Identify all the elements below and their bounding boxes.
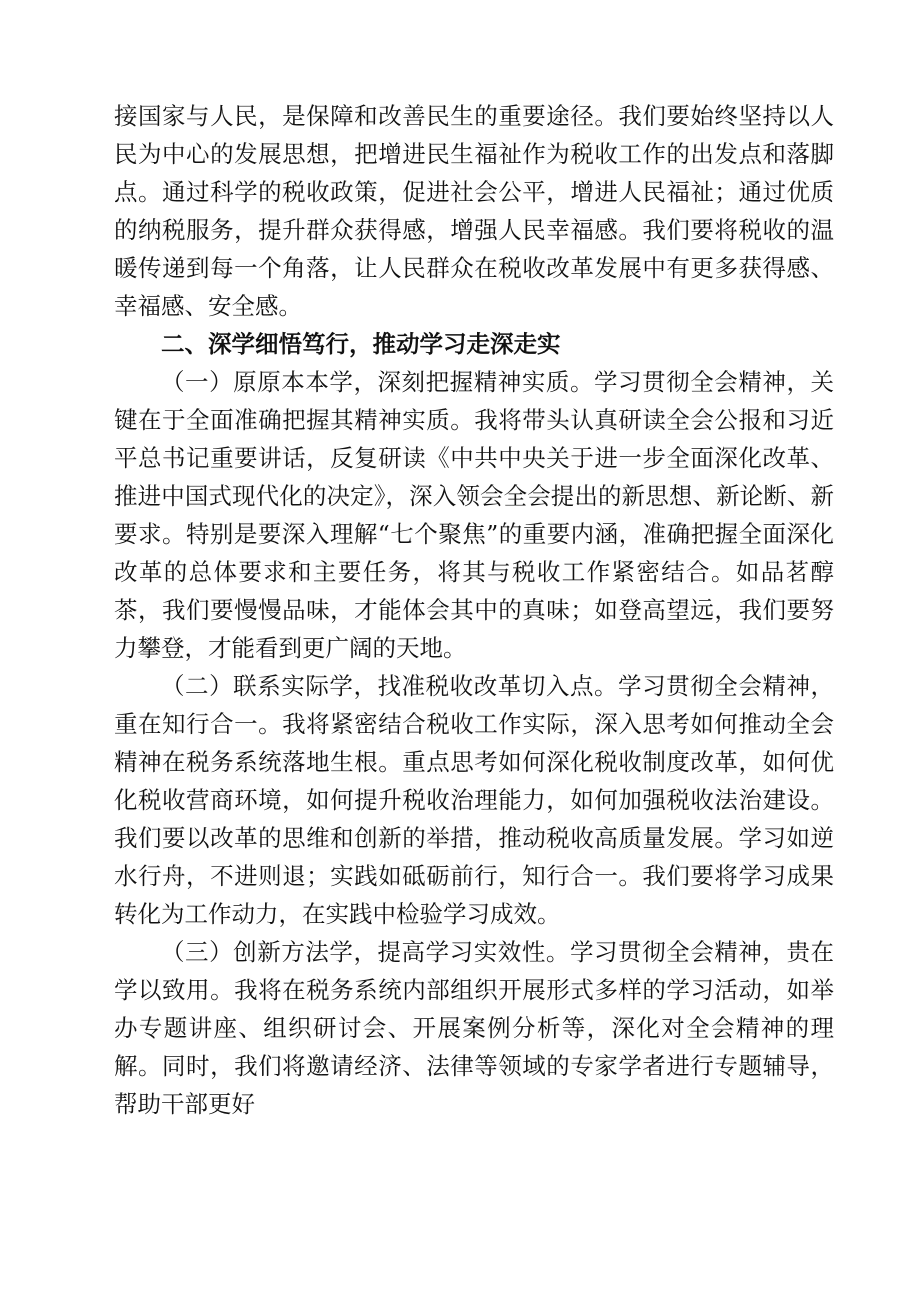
section-heading: 二、深学细悟笃行，推动学习走深走实	[161, 330, 561, 358]
paragraph-3: （三）创新方法学，提高学习实效性。学习贯彻全会精神，贵在学以致用。我将在税务系统内部组织开展形式多样的学习活动，如举办专题讲座、组织研讨会、开展案例分析等，深化对全会精神的理解。同时，我们将邀请经济、法律等领域的专家学者进行专题辅导，帮助干部更好	[114, 938, 834, 1118]
paragraph-continuation: 接国家与人民，是保障和改善民生的重要途径。我们要始终坚持以人民为中心的发展思想，把增进民生福祉作为税收工作的出发点和落脚点。通过科学的税收政策，促进社会公平，增进人民福祉；通过优质的纳税服务，提升群众获得感，增强人民幸福感。我们要将税收的温暖传递到每一个角落，让人民群众在税收改革发展中有更多获得感、幸福感、安全感。	[114, 102, 834, 320]
document-body	[114, 97, 834, 1123]
paragraph-2: （二）联系实际学，找准税收改革切入点。学习贯彻全会精神，重在知行合一。我将紧密结合税收工作实际，深入思考如何推动全会精神在税务系统落地生根。重点思考如何深化税收制度改革，如何优化税收营商环境，如何提升税收治理能力，如何加强税收法治建设。我们要以改革的思维和创新的举措，推动税收高质量发展。学习如逆水行舟，不进则退；实践如砥砺前行，知行合一。我们要将学习成果转化为工作动力，在实践中检验学习成效。	[114, 672, 834, 928]
paragraph-1: （一）原原本本学，深刻把握精神实质。学习贯彻全会精神，关键在于全面准确把握其精神实质。我将带头认真研读全会公报和习近平总书记重要讲话，反复研读《中共中央关于进一步全面深化改革、推进中国式现代化的决定》，深入领会全会提出的新思想、新论断、新要求。特别是要深入理解“七个聚焦”的重要内涵，准确把握全面深化改革的总体要求和主要任务，将其与税收工作紧密结合。如品茗醇茶，我们要慢慢品味，才能体会其中的真味；如登高望远，我们要努力攀登，才能看到更广阔的天地。	[114, 368, 834, 662]
